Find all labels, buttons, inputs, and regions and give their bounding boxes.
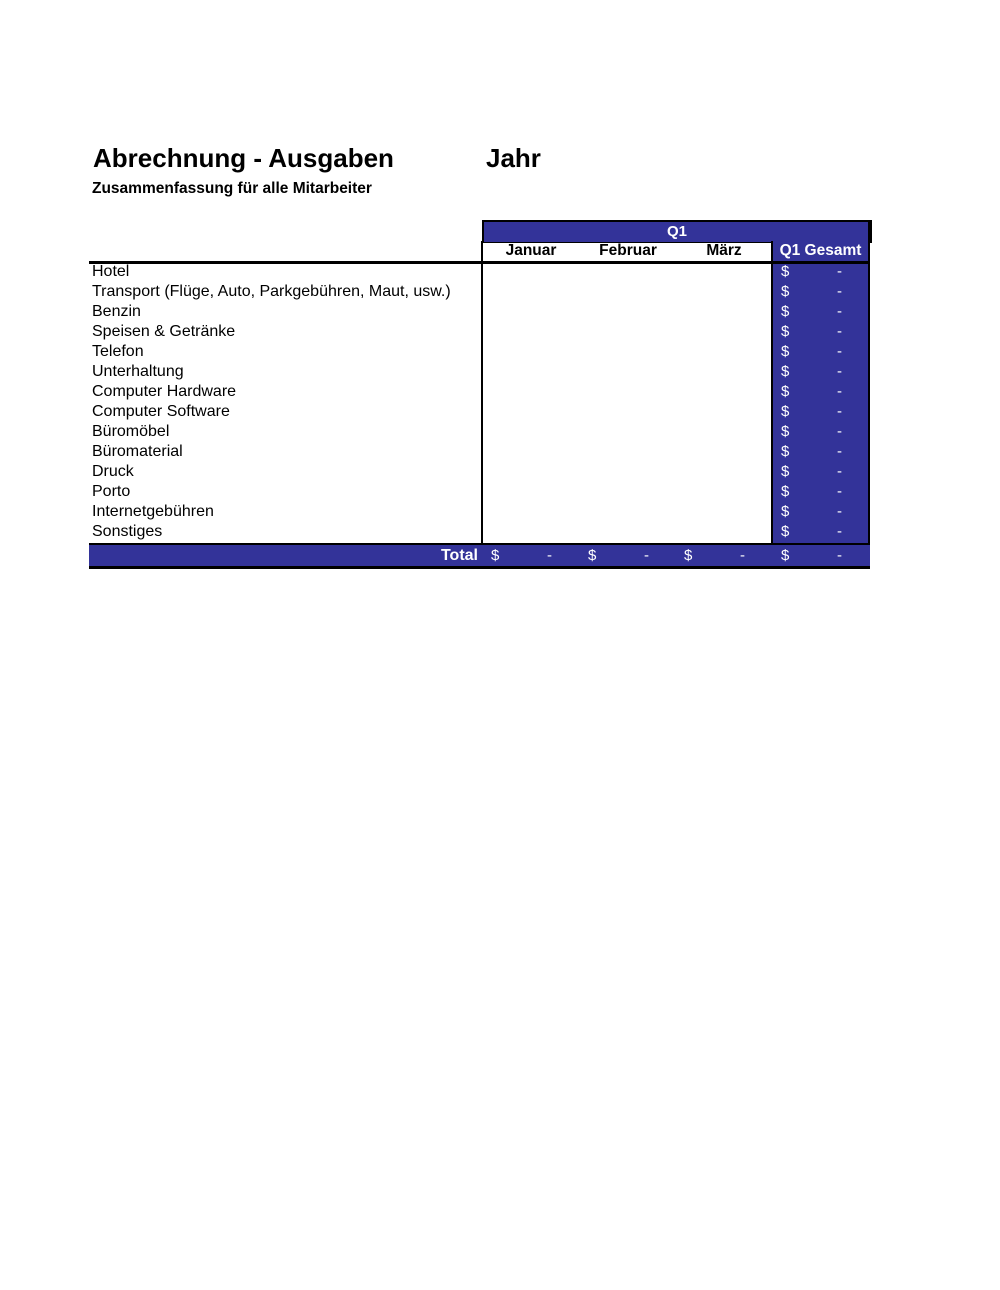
total-value: - [644,547,649,564]
expense-row-label: Unterhaltung [92,363,184,380]
currency-symbol: $ [781,383,790,400]
header-divider [89,261,870,264]
quarter-total-value: - [837,263,842,280]
quarter-total-value: - [837,363,842,380]
expense-row-label: Büromöbel [92,423,170,440]
quarter-total-header: Q1 Gesamt [773,241,868,261]
currency-symbol: $ [781,343,790,360]
currency-symbol: $ [781,283,790,300]
expense-row-label: Telefon [92,343,144,360]
month-header-februar: Februar [599,242,657,259]
month-header-maerz: März [706,242,742,259]
currency-symbol: $ [781,463,790,480]
currency-symbol: $ [781,403,790,420]
quarter-total-value: - [837,303,842,320]
column-divider [481,241,483,566]
expense-row-label: Porto [92,483,131,500]
expense-row-label: Speisen & Getränke [92,323,236,340]
quarter-total-value: - [837,423,842,440]
expense-row-label: Internetgebühren [92,503,214,520]
currency-symbol: $ [781,503,790,520]
column-divider [771,241,773,566]
month-header-januar: Januar [505,242,557,259]
currency-symbol: $ [781,263,790,280]
expense-row-label: Druck [92,463,134,480]
total-currency-symbol: $ [684,547,693,564]
quarter-total-value: - [837,283,842,300]
total-value: - [837,547,842,564]
total-value: - [547,547,552,564]
currency-symbol: $ [781,483,790,500]
quarter-total-value: - [837,523,842,540]
subtitle: Zusammenfassung für alle Mitarbeiter [92,180,372,197]
expense-row-label: Computer Hardware [92,383,237,400]
currency-symbol: $ [781,303,790,320]
total-value: - [740,547,745,564]
quarter-total-value: - [837,403,842,420]
table-border [868,220,870,566]
total-currency-symbol: $ [491,547,500,564]
currency-symbol: $ [781,423,790,440]
expense-row-label: Transport (Flüge, Auto, Parkgebühren, Maut, usw.) [92,283,451,300]
expense-row-label: Benzin [92,303,141,320]
total-label: Total [440,547,478,564]
expense-row-label: Sonstiges [92,523,163,540]
quarter-total-value: - [837,483,842,500]
currency-symbol: $ [781,443,790,460]
quarter-total-value: - [837,343,842,360]
quarter-total-value: - [837,383,842,400]
expense-row-label: Hotel [92,263,130,280]
total-currency-symbol: $ [588,547,597,564]
year-label: Jahr [486,143,541,173]
expense-row-label: Computer Software [92,403,230,420]
currency-symbol: $ [781,523,790,540]
expense-row-label: Büromaterial [92,443,183,460]
currency-symbol: $ [781,363,790,380]
total-currency-symbol: $ [781,547,790,564]
quarter-header: Q1 [482,220,872,243]
quarter-total-value: - [837,463,842,480]
total-row [89,543,870,569]
quarter-total-value: - [837,503,842,520]
currency-symbol: $ [781,323,790,340]
page-title: Abrechnung - Ausgaben [93,143,394,173]
quarter-total-value: - [837,323,842,340]
quarter-total-value: - [837,443,842,460]
